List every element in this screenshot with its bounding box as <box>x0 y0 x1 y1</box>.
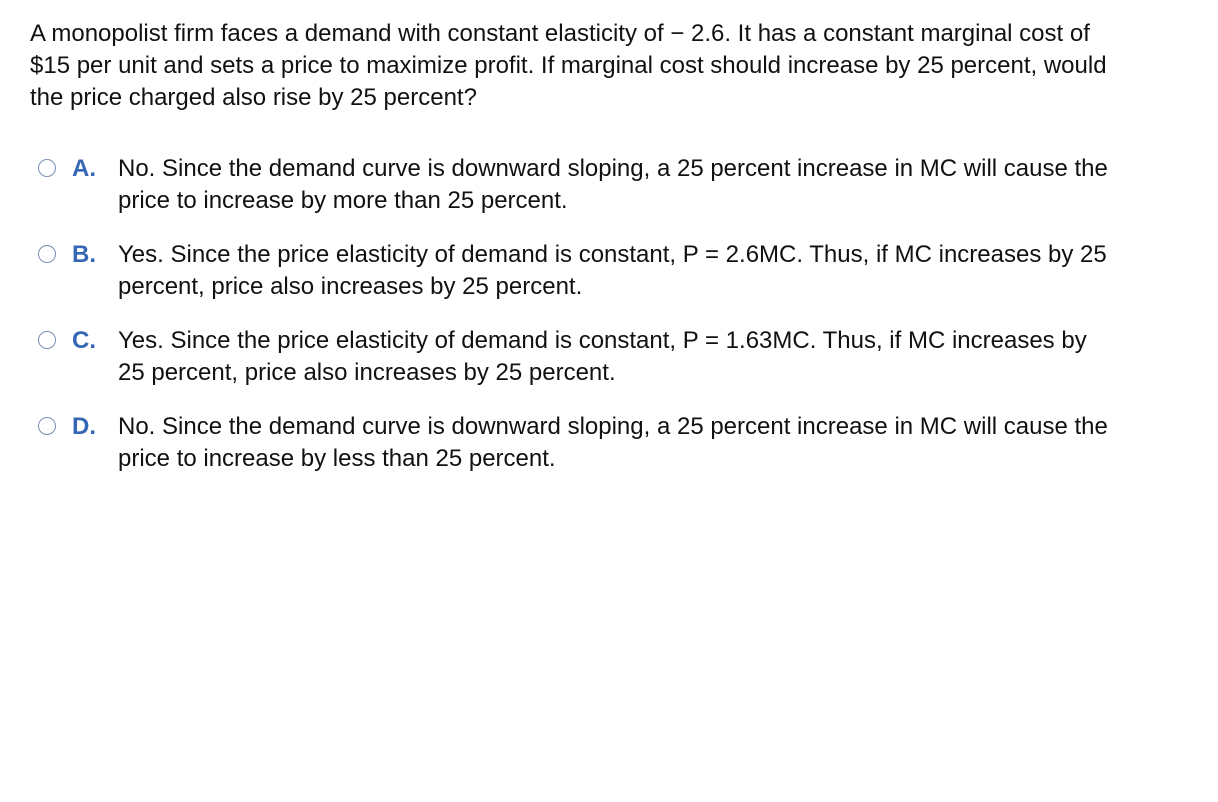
choice-letter: B. <box>72 241 96 268</box>
question-line-1: A monopolist firm faces a demand with constant elasticity of − 2.6. It has a constant marginal cost of <box>30 20 1090 47</box>
choice-line-2: price to increase by less than 25 percent. <box>118 445 556 472</box>
answer-choices <box>38 153 1208 497</box>
radio-icon[interactable] <box>38 331 56 349</box>
choice-text <box>118 325 1208 389</box>
choice-letter: C. <box>72 327 96 354</box>
question-text <box>30 18 1205 114</box>
choice-b[interactable] <box>38 239 1208 325</box>
choice-line-1: No. Since the demand curve is downward sloping, a 25 percent increase in MC will cause the <box>118 413 1108 440</box>
choice-text <box>118 239 1208 303</box>
choice-line-2: price to increase by more than 25 percent. <box>118 187 568 214</box>
question-line-2: $15 per unit and sets a price to maximize profit. If marginal cost should increase by 25 percent, would <box>30 52 1107 79</box>
radio-icon[interactable] <box>38 417 56 435</box>
radio-icon[interactable] <box>38 159 56 177</box>
choice-letter: D. <box>72 413 96 440</box>
choice-a[interactable] <box>38 153 1208 239</box>
choice-d[interactable] <box>38 411 1208 497</box>
choice-line-1: Yes. Since the price elasticity of demand is constant, P = 1.63MC. Thus, if MC increases by <box>118 327 1087 354</box>
choice-line-2: 25 percent, price also increases by 25 percent. <box>118 359 616 386</box>
choice-c[interactable] <box>38 325 1208 411</box>
choice-line-1: No. Since the demand curve is downward sloping, a 25 percent increase in MC will cause the <box>118 155 1108 182</box>
radio-icon[interactable] <box>38 245 56 263</box>
choice-line-2: percent, price also increases by 25 percent. <box>118 273 583 300</box>
choice-letter: A. <box>72 155 96 182</box>
choice-text <box>118 411 1208 475</box>
question-line-3: the price charged also rise by 25 percent? <box>30 84 477 111</box>
choice-line-1: Yes. Since the price elasticity of demand is constant, P = 2.6MC. Thus, if MC increases by 25 <box>118 241 1107 268</box>
choice-text <box>118 153 1208 217</box>
